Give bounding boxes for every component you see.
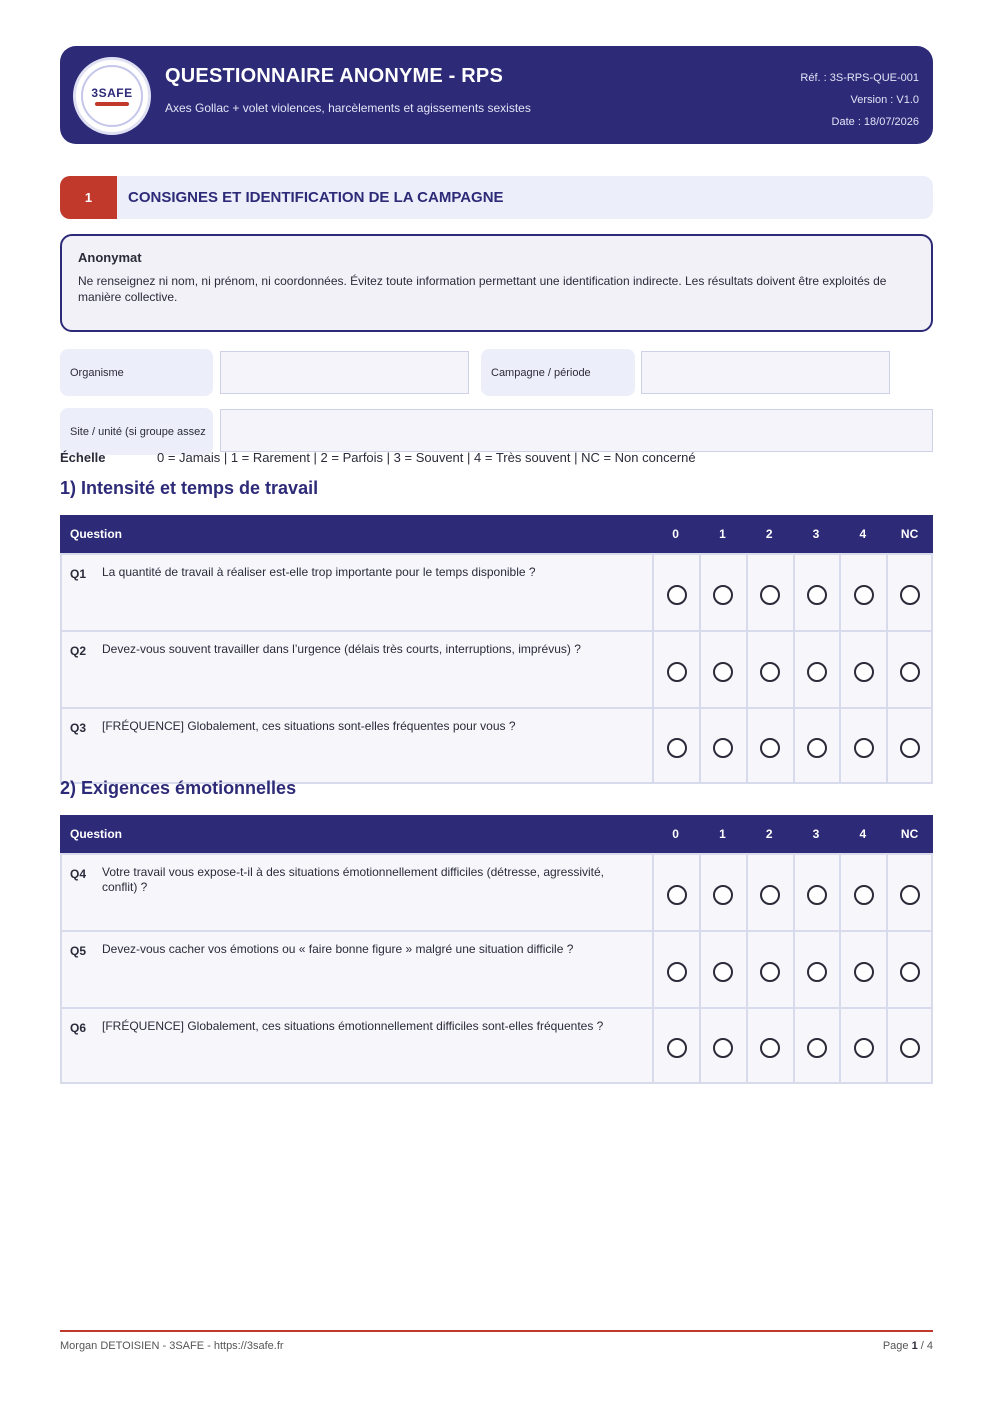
option-cell xyxy=(746,855,793,930)
radio-button[interactable] xyxy=(854,585,874,605)
question-id: Q6 xyxy=(70,1021,87,1035)
radio-button[interactable] xyxy=(854,885,874,905)
document-date: Date : 18/07/2026 xyxy=(831,116,919,128)
option-column-header: 2 xyxy=(765,527,773,541)
question-text: La quantité de travail à réaliser est-elle trop importante pour le temps disponible ? xyxy=(102,565,536,579)
option-cell xyxy=(652,632,699,707)
option-cell xyxy=(886,932,933,1007)
scale-label: Échelle xyxy=(60,450,106,465)
answer-scale xyxy=(60,450,696,465)
radio-button[interactable] xyxy=(667,585,687,605)
option-cell xyxy=(793,855,840,930)
organisme-label: Organisme xyxy=(60,349,213,396)
radio-button[interactable] xyxy=(807,885,827,905)
radio-button[interactable] xyxy=(807,738,827,758)
question-row xyxy=(60,707,933,784)
option-column-header: 4 xyxy=(859,827,867,841)
notice-text: Ne renseignez ni nom, ni prénom, ni coordonnées. Évitez toute information permettant une identification indirecte. Les résultats doivent être exploités de manière collective. xyxy=(78,274,887,304)
radio-button[interactable] xyxy=(713,885,733,905)
question-cell xyxy=(60,855,652,930)
document-header xyxy=(60,46,933,144)
site-field[interactable] xyxy=(220,409,933,452)
radio-button[interactable] xyxy=(667,738,687,758)
option-cell xyxy=(793,1009,840,1082)
logo-badge xyxy=(81,65,143,127)
radio-button[interactable] xyxy=(713,738,733,758)
option-cell xyxy=(886,632,933,707)
option-column-header: NC xyxy=(900,527,919,541)
option-cell xyxy=(886,709,933,782)
option-cell xyxy=(746,555,793,630)
radio-button[interactable] xyxy=(760,738,780,758)
radio-button[interactable] xyxy=(807,585,827,605)
option-cell xyxy=(886,855,933,930)
question-cell xyxy=(60,932,652,1007)
section-header xyxy=(60,176,933,219)
option-cell xyxy=(793,632,840,707)
option-column-header: 0 xyxy=(672,527,679,541)
document-meta xyxy=(800,67,919,133)
radio-button[interactable] xyxy=(900,585,920,605)
question-cell xyxy=(60,709,652,782)
document-ref: Réf. : 3S-RPS-QUE-001 xyxy=(800,72,919,84)
document-title: QUESTIONNAIRE ANONYME - RPS xyxy=(165,65,504,87)
radio-button[interactable] xyxy=(900,738,920,758)
question-row xyxy=(60,630,933,707)
option-cell xyxy=(699,1009,746,1082)
option-cell xyxy=(746,709,793,782)
scale-text: 0 = Jamais | 1 = Rarement | 2 = Parfois | 3 = Souvent | 4 = Très souvent | NC = Non concerné xyxy=(157,450,696,465)
organisme-field[interactable] xyxy=(220,351,469,394)
option-cell xyxy=(746,632,793,707)
radio-button[interactable] xyxy=(854,1038,874,1058)
question-cell xyxy=(60,1009,652,1082)
radio-button[interactable] xyxy=(900,662,920,682)
option-cell xyxy=(839,709,886,782)
option-cell xyxy=(839,632,886,707)
radio-button[interactable] xyxy=(713,962,733,982)
question-row xyxy=(60,553,933,630)
option-cell xyxy=(652,555,699,630)
option-cell xyxy=(699,855,746,930)
option-column-header: 2 xyxy=(765,827,773,841)
question-row xyxy=(60,853,933,930)
logo-text: 3SAFE xyxy=(91,86,133,100)
page-total: / 4 xyxy=(920,1340,933,1352)
radio-button[interactable] xyxy=(713,585,733,605)
page-current: 1 xyxy=(911,1340,918,1352)
anonymity-notice xyxy=(60,234,933,332)
section-title: CONSIGNES ET IDENTIFICATION DE LA CAMPAGNE xyxy=(128,189,504,206)
radio-button[interactable] xyxy=(760,885,780,905)
option-cell xyxy=(793,709,840,782)
question-text: Devez-vous souvent travailler dans l’urgence (délais très courts, interruptions, imprévus) ? xyxy=(102,642,581,656)
footer-divider xyxy=(60,1330,933,1332)
option-cell xyxy=(746,932,793,1007)
footer-author: Morgan DETOISIEN - 3SAFE - https://3safe.fr xyxy=(60,1340,284,1352)
radio-button[interactable] xyxy=(854,962,874,982)
radio-button[interactable] xyxy=(854,662,874,682)
option-cell xyxy=(839,855,886,930)
option-column-header: NC xyxy=(900,827,919,841)
company-logo xyxy=(73,57,151,135)
radio-button[interactable] xyxy=(760,962,780,982)
radio-button[interactable] xyxy=(807,662,827,682)
option-column-header: 1 xyxy=(719,827,726,841)
option-cell xyxy=(652,855,699,930)
question-column-header: Question xyxy=(70,827,123,841)
option-cell xyxy=(839,555,886,630)
question-text: [FRÉQUENCE] Globalement, ces situations émotionnellement difficiles sont-elles fréquentes ? xyxy=(102,1019,604,1033)
page-label: Page xyxy=(882,1340,909,1352)
option-cell xyxy=(652,709,699,782)
question-text: Votre travail vous expose-t-il à des situations émotionnellement difficiles (détresse, agressivité, conflit) ? xyxy=(102,865,605,894)
radio-button[interactable] xyxy=(900,1038,920,1058)
table-header xyxy=(60,815,933,853)
radio-button[interactable] xyxy=(900,962,920,982)
campagne-field[interactable] xyxy=(641,351,890,394)
option-column-header: 3 xyxy=(812,527,820,541)
radio-button[interactable] xyxy=(760,585,780,605)
option-cell xyxy=(746,1009,793,1082)
question-table xyxy=(60,515,933,784)
question-id: Q4 xyxy=(70,867,87,881)
radio-button[interactable] xyxy=(760,1038,780,1058)
question-id: Q1 xyxy=(70,567,87,581)
campagne-label: Campagne / période xyxy=(481,349,635,396)
question-cell xyxy=(60,555,652,630)
question-id: Q2 xyxy=(70,644,87,658)
radio-button[interactable] xyxy=(713,662,733,682)
notice-title: Anonymat xyxy=(78,250,142,265)
radio-button[interactable] xyxy=(667,662,687,682)
page-indicator xyxy=(883,1340,933,1352)
site-label: Site / unité (si groupe assez xyxy=(60,408,213,455)
option-cell xyxy=(793,555,840,630)
radio-button[interactable] xyxy=(807,962,827,982)
radio-button[interactable] xyxy=(713,1038,733,1058)
question-table xyxy=(60,815,933,1084)
radio-button[interactable] xyxy=(807,1038,827,1058)
option-cell xyxy=(652,1009,699,1082)
question-row xyxy=(60,930,933,1007)
question-id: Q3 xyxy=(70,721,87,735)
part-title: 1) Intensité et temps de travail xyxy=(60,478,319,498)
option-cell xyxy=(699,932,746,1007)
option-column-header: 4 xyxy=(859,527,867,541)
option-column-header: 3 xyxy=(812,827,820,841)
option-cell xyxy=(793,932,840,1007)
logo-underline xyxy=(95,102,129,106)
document-subtitle: Axes Gollac + volet violences, harcèlements et agissements sexistes xyxy=(165,101,531,115)
option-cell xyxy=(699,709,746,782)
question-text: Devez-vous cacher vos émotions ou « faire bonne figure » malgré une situation difficile ? xyxy=(102,942,574,956)
option-cell xyxy=(886,555,933,630)
radio-button[interactable] xyxy=(760,662,780,682)
radio-button[interactable] xyxy=(667,1038,687,1058)
option-cell xyxy=(839,932,886,1007)
document-version: Version : V1.0 xyxy=(850,94,919,106)
option-cell xyxy=(652,932,699,1007)
option-cell xyxy=(886,1009,933,1082)
option-column-header: 0 xyxy=(672,827,679,841)
question-column-header: Question xyxy=(70,527,123,541)
radio-button[interactable] xyxy=(667,962,687,982)
option-cell xyxy=(699,555,746,630)
option-cell xyxy=(699,632,746,707)
part-title: 2) Exigences émotionnelles xyxy=(60,778,297,798)
question-text: [FRÉQUENCE] Globalement, ces situations sont-elles fréquentes pour vous ? xyxy=(102,719,516,733)
radio-button[interactable] xyxy=(854,738,874,758)
radio-button[interactable] xyxy=(667,885,687,905)
option-cell xyxy=(839,1009,886,1082)
question-row xyxy=(60,1007,933,1084)
option-column-header: 1 xyxy=(719,527,726,541)
radio-button[interactable] xyxy=(900,885,920,905)
question-cell xyxy=(60,632,652,707)
section-number: 1 xyxy=(60,176,117,219)
table-header xyxy=(60,515,933,553)
question-id: Q5 xyxy=(70,944,87,958)
